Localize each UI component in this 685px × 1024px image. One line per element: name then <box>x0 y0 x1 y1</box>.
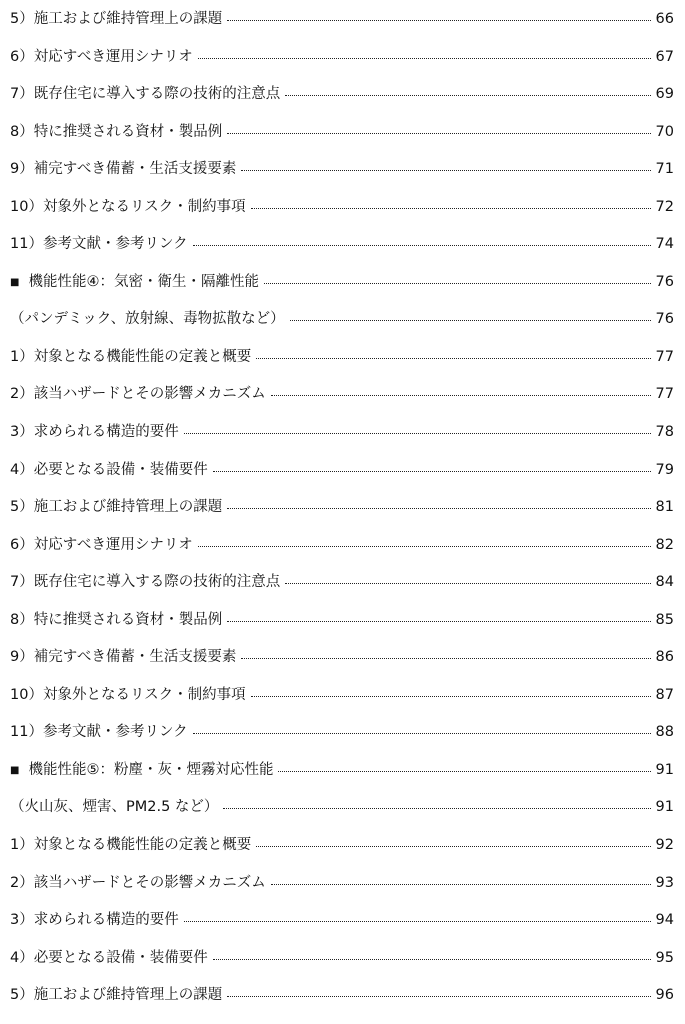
toc-entry-title: 4）必要となる設備・装備要件 <box>10 461 208 478</box>
toc-row[interactable] <box>10 376 674 414</box>
toc-page-number: 67 <box>655 48 674 65</box>
toc-page-number: 76 <box>655 311 674 328</box>
dot-leader <box>241 170 651 171</box>
toc-page-number: 86 <box>655 649 674 666</box>
toc-entry-title: 1）対象となる機能性能の定義と概要 <box>10 837 252 854</box>
toc-page-number: 85 <box>655 611 674 628</box>
toc-page-number: 70 <box>655 123 674 140</box>
dot-leader <box>256 358 651 359</box>
toc-section-title: ■ 機能性能④：気密・衛生・隔離性能 <box>10 264 261 303</box>
toc-entry-title: 7）既存住宅に導入する際の技術的注意点 <box>10 86 281 103</box>
toc-entry-title: 6）対応すべき運用シナリオ <box>10 536 193 553</box>
toc-row[interactable] <box>10 602 674 640</box>
toc-row[interactable] <box>10 76 674 114</box>
toc-row[interactable] <box>10 414 674 452</box>
dot-leader <box>278 771 651 772</box>
toc-page-number: 77 <box>655 348 674 365</box>
toc-page-number: 82 <box>655 536 674 553</box>
toc-entry-title: 5）施工および維持管理上の課題 <box>10 11 223 27</box>
toc-page-number: 76 <box>655 273 674 290</box>
toc-entry-title: 10）対象外となるリスク・制約事項 <box>10 686 246 703</box>
dot-leader <box>251 696 651 697</box>
toc-section-heading[interactable] <box>10 264 674 302</box>
toc-page-number: 92 <box>655 837 674 854</box>
toc-entry-title: 9）補完すべき備蓄・生活支援要素 <box>10 161 237 178</box>
dot-leader <box>271 884 651 885</box>
toc-entry-title: 5）施工および維持管理上の課題 <box>10 987 223 1004</box>
toc-page-number: 84 <box>655 574 674 591</box>
dot-leader <box>251 208 651 209</box>
toc-entry-title: （パンデミック、放射線、毒物拡散など） <box>10 311 285 328</box>
table-of-contents <box>10 1 674 1015</box>
toc-entry-title: 3）求められる構造的要件 <box>10 424 179 441</box>
toc-row[interactable] <box>10 39 674 77</box>
toc-row[interactable] <box>10 527 674 565</box>
toc-row[interactable] <box>10 489 674 527</box>
toc-entry-title: 5）施工および維持管理上の課題 <box>10 499 223 516</box>
toc-entry-title: （火山灰、煙害、PM2.5 など） <box>10 799 219 816</box>
toc-entry-title: 2）該当ハザードとその影響メカニズム <box>10 874 266 891</box>
toc-page-number: 79 <box>655 461 674 478</box>
toc-row[interactable] <box>10 339 674 377</box>
toc-entry-title: 6）対応すべき運用シナリオ <box>10 48 193 65</box>
dot-leader <box>193 245 651 246</box>
dot-leader <box>184 433 651 434</box>
toc-row[interactable] <box>10 1 674 39</box>
toc-page-number: 94 <box>655 912 674 929</box>
toc-row[interactable] <box>10 114 674 152</box>
toc-row[interactable] <box>10 189 674 227</box>
toc-entry-title: 8）特に推奨される資材・製品例 <box>10 611 223 628</box>
dot-leader <box>227 996 651 997</box>
toc-row[interactable] <box>10 714 674 752</box>
toc-section-title: ■ 機能性能⑤：粉塵・灰・煙霧対応性能 <box>10 752 275 791</box>
toc-row[interactable] <box>10 827 674 865</box>
toc-page-number: 72 <box>655 198 674 215</box>
toc-row[interactable] <box>10 902 674 940</box>
toc-page-number: 69 <box>655 86 674 103</box>
toc-row[interactable] <box>10 940 674 978</box>
dot-leader <box>223 808 651 809</box>
toc-row[interactable] <box>10 789 674 827</box>
toc-page-number: 78 <box>655 424 674 441</box>
toc-page-number: 91 <box>655 761 674 778</box>
toc-row[interactable] <box>10 865 674 903</box>
toc-entry-title: 9）補完すべき備蓄・生活支援要素 <box>10 649 237 666</box>
toc-page-number: 66 <box>655 11 674 27</box>
toc-row[interactable] <box>10 301 674 339</box>
toc-page-number: 71 <box>655 161 674 178</box>
dot-leader <box>290 320 651 321</box>
toc-row[interactable] <box>10 151 674 189</box>
toc-row[interactable] <box>10 452 674 490</box>
toc-page-number: 81 <box>655 499 674 516</box>
toc-section-heading[interactable] <box>10 752 674 790</box>
toc-page-number: 74 <box>655 236 674 253</box>
dot-leader <box>213 471 651 472</box>
toc-page-number: 91 <box>655 799 674 816</box>
dot-leader <box>227 133 651 134</box>
toc-row[interactable] <box>10 564 674 602</box>
dot-leader <box>256 846 651 847</box>
toc-row[interactable] <box>10 639 674 677</box>
dot-leader <box>241 658 651 659</box>
dot-leader <box>193 733 651 734</box>
dot-leader <box>227 20 651 21</box>
dot-leader <box>271 395 651 396</box>
toc-entry-title: 4）必要となる設備・装備要件 <box>10 949 208 966</box>
dot-leader <box>227 508 651 509</box>
dot-leader <box>285 583 651 584</box>
dot-leader <box>213 959 651 960</box>
toc-entry-title: 8）特に推奨される資材・製品例 <box>10 123 223 140</box>
toc-entry-title: 7）既存住宅に導入する際の技術的注意点 <box>10 574 281 591</box>
toc-page-number: 87 <box>655 686 674 703</box>
dot-leader <box>285 95 651 96</box>
toc-entry-title: 11）参考文献・参考リンク <box>10 236 188 253</box>
dot-leader <box>198 58 651 59</box>
toc-row[interactable] <box>10 677 674 715</box>
toc-page-number: 77 <box>655 386 674 403</box>
toc-entry-title: 1）対象となる機能性能の定義と概要 <box>10 348 252 365</box>
toc-page-number: 96 <box>655 987 674 1004</box>
toc-page-number: 93 <box>655 874 674 891</box>
toc-page-number: 88 <box>655 724 674 741</box>
dot-leader <box>198 546 651 547</box>
toc-row[interactable] <box>10 977 674 1015</box>
toc-entry-title: 3）求められる構造的要件 <box>10 912 179 929</box>
toc-row[interactable] <box>10 226 674 264</box>
toc-entry-title: 2）該当ハザードとその影響メカニズム <box>10 386 266 403</box>
toc-entry-title: 11）参考文献・参考リンク <box>10 724 188 741</box>
dot-leader <box>264 283 651 284</box>
dot-leader <box>184 921 651 922</box>
dot-leader <box>227 621 651 622</box>
toc-page-number: 95 <box>655 949 674 966</box>
toc-entry-title: 10）対象外となるリスク・制約事項 <box>10 198 246 215</box>
